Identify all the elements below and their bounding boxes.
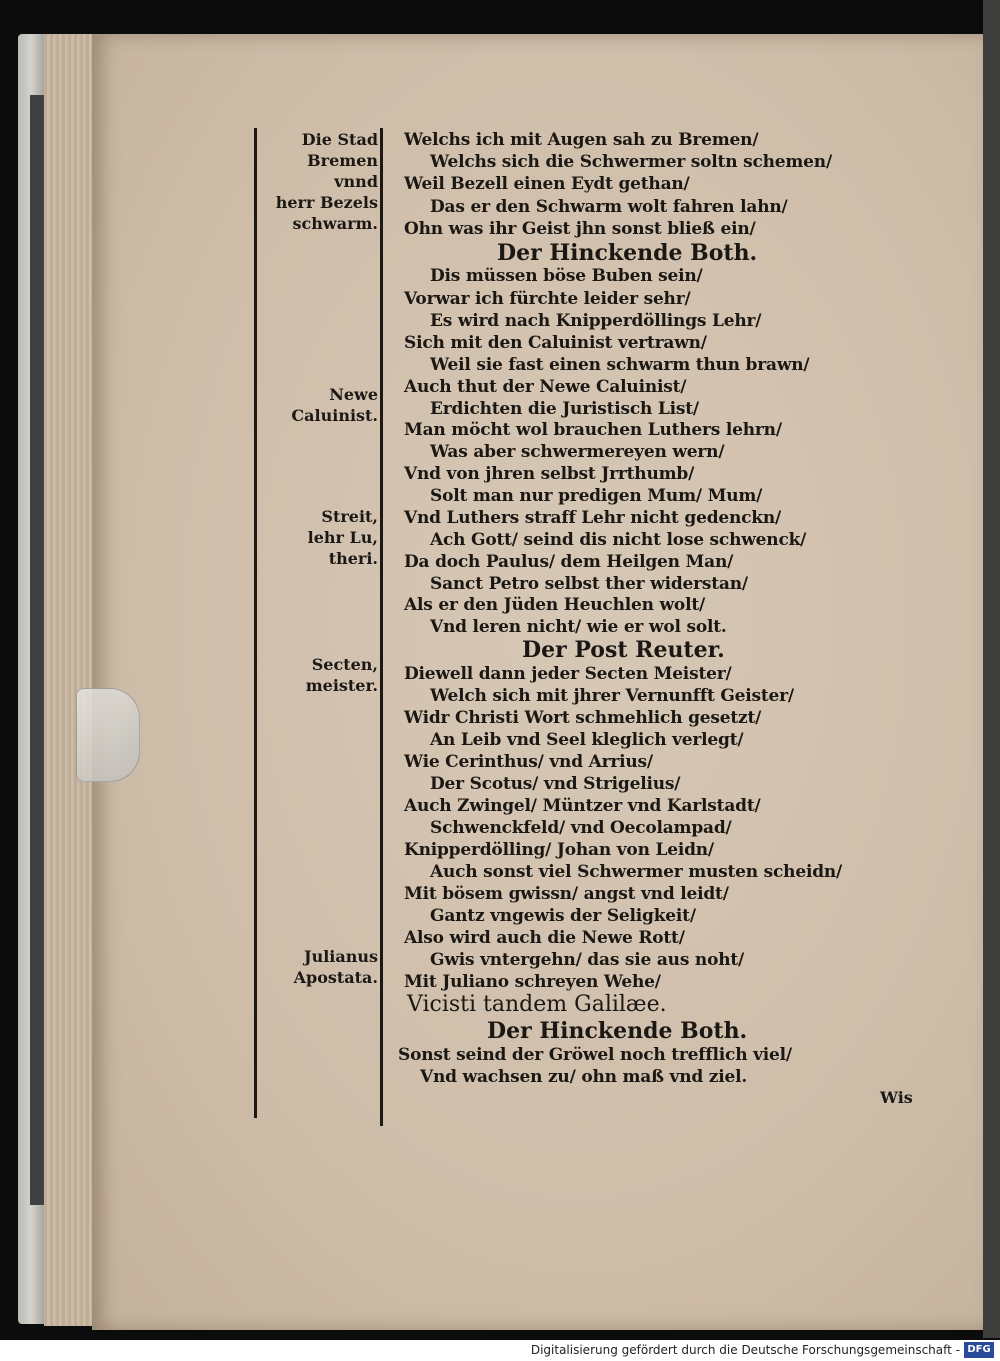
- margin-note-line: schwarm.: [292, 214, 378, 233]
- verse-line: Auch Zwingel/ Müntzer vnd Karlstadt/: [404, 796, 761, 816]
- verse-line: Vorwar ich fürchte leider sehr/: [404, 289, 691, 309]
- verse-line: Solt man nur predigen Mum/ Mum/: [430, 486, 763, 506]
- verse-line: Das er den Schwarm wolt fahren lahn/: [430, 197, 788, 217]
- verse-line: Weil sie fast einen schwarm thun brawn/: [430, 355, 810, 375]
- verse-line: Welch sich mit jhrer Vernunfft Geister/: [430, 686, 794, 706]
- verse-line: Mit bösem gwissn/ angst vnd leidt/: [404, 884, 729, 904]
- margin-note-caluinist: [262, 384, 378, 426]
- verse-line: Vnd Luthers straff Lehr nicht gedenckn/: [404, 508, 782, 528]
- speaker-heading: Der Hinckende Both.: [487, 1018, 748, 1044]
- margin-note-line: meister.: [305, 676, 378, 695]
- verse-line: Knipperdölling/ Johan von Leidn/: [404, 840, 714, 860]
- funding-credit: Digitalisierung gefördert durch die Deutsche Forschungsgemeinschaft -: [530, 1343, 960, 1357]
- scan-border: [983, 0, 1000, 1338]
- verse-line: Als er den Jüden Heuchlen wolt/: [404, 595, 705, 615]
- verse-line: Wie Cerinthus/ vnd Arrius/: [404, 752, 653, 772]
- margin-note-line: vnnd: [334, 172, 378, 191]
- verse-line: Da doch Paulus/ dem Heilgen Man/: [404, 552, 734, 572]
- verse-line: Ohn was ihr Geist jhn sonst bließ ein/: [404, 219, 756, 239]
- dfg-logo-icon: DFG: [964, 1342, 994, 1358]
- verse-line: Sich mit den Caluinist vertrawn/: [404, 333, 707, 353]
- verse-line: Auch sonst viel Schwermer musten scheidn/: [430, 862, 843, 882]
- footer-bar: [0, 1340, 1000, 1361]
- margin-note-line: Bremen: [307, 151, 378, 170]
- margin-note-line: Secten,: [311, 655, 378, 674]
- margin-note-line: Die Stad: [301, 130, 378, 149]
- speaker-heading: Der Post Reuter.: [522, 637, 725, 663]
- margin-note-sectenmeister: [262, 654, 378, 696]
- verse-line: Sanct Petro selbst ther widerstan/: [430, 574, 748, 594]
- verse-line: Also wird auch die Newe Rott/: [404, 928, 685, 948]
- verse-line: Widr Christi Wort schmehlich gesetzt/: [404, 708, 762, 728]
- verse-line: Schwenckfeld/ vnd Oecolampad/: [430, 818, 732, 838]
- margin-note-line: lehr Lu,: [307, 528, 378, 547]
- speaker-heading: Der Hinckende Both.: [497, 240, 758, 266]
- verse-line: Dis müssen böse Buben sein/: [430, 266, 703, 286]
- verse-line: Was aber schwermereyen wern/: [430, 442, 725, 462]
- verse-line: Vnd leren nicht/ wie er wol solt.: [430, 617, 727, 637]
- margin-note-line: Caluinist.: [291, 406, 378, 425]
- latin-line: Vicisti tandem Galilæe.: [407, 992, 667, 1017]
- verse-line: Auch thut der Newe Caluinist/: [404, 377, 687, 397]
- gloss-column-rule: [380, 128, 383, 1126]
- verse-line: Erdichten die Juristisch List/: [430, 399, 699, 419]
- margin-note-line: Streit,: [321, 507, 378, 526]
- verse-line: Mit Juliano schreyen Wehe/: [404, 972, 661, 992]
- page-clip: [76, 688, 140, 782]
- margin-note-line: theri.: [328, 549, 378, 568]
- verse-line: Weil Bezell einen Eydt gethan/: [404, 174, 690, 194]
- verse-line: Welchs sich die Schwermer soltn schemen/: [430, 152, 832, 172]
- margin-note-julianus: [262, 946, 378, 988]
- verse-line: Gwis vntergehn/ das sie aus noht/: [430, 950, 745, 970]
- verse-line: Gantz vngewis der Seligkeit/: [430, 906, 696, 926]
- left-margin-rule: [254, 128, 257, 1118]
- margin-note-line: herr Bezels: [275, 193, 378, 212]
- verse-line: Diewell dann jeder Secten Meister/: [404, 664, 732, 684]
- verse-line: Es wird nach Knipperdöllings Lehr/: [430, 311, 762, 331]
- verse-line: Welchs ich mit Augen sah zu Bremen/: [404, 130, 759, 150]
- verse-line: Man möcht wol brauchen Luthers lehrn/: [404, 420, 782, 440]
- verse-line: Der Scotus/ vnd Strigelius/: [430, 774, 681, 794]
- margin-note-line: Apostata.: [293, 968, 378, 987]
- catchword: Wis: [880, 1088, 913, 1107]
- margin-note-bremen: [262, 129, 378, 234]
- verse-line: An Leib vnd Seel kleglich verlegt/: [430, 730, 744, 750]
- verse-line: Ach Gott/ seind dis nicht lose schwenck/: [430, 530, 807, 550]
- verse-line: Vnd wachsen zu/ ohn maß vnd ziel.: [420, 1067, 748, 1087]
- margin-note-streitlehr: [262, 506, 378, 569]
- margin-note-line: Julianus: [304, 947, 378, 966]
- margin-note-line: Newe: [329, 385, 378, 404]
- verse-line: Vnd von jhren selbst Jrrthumb/: [404, 464, 695, 484]
- verse-line: Sonst seind der Gröwel noch trefflich viel/: [398, 1045, 792, 1065]
